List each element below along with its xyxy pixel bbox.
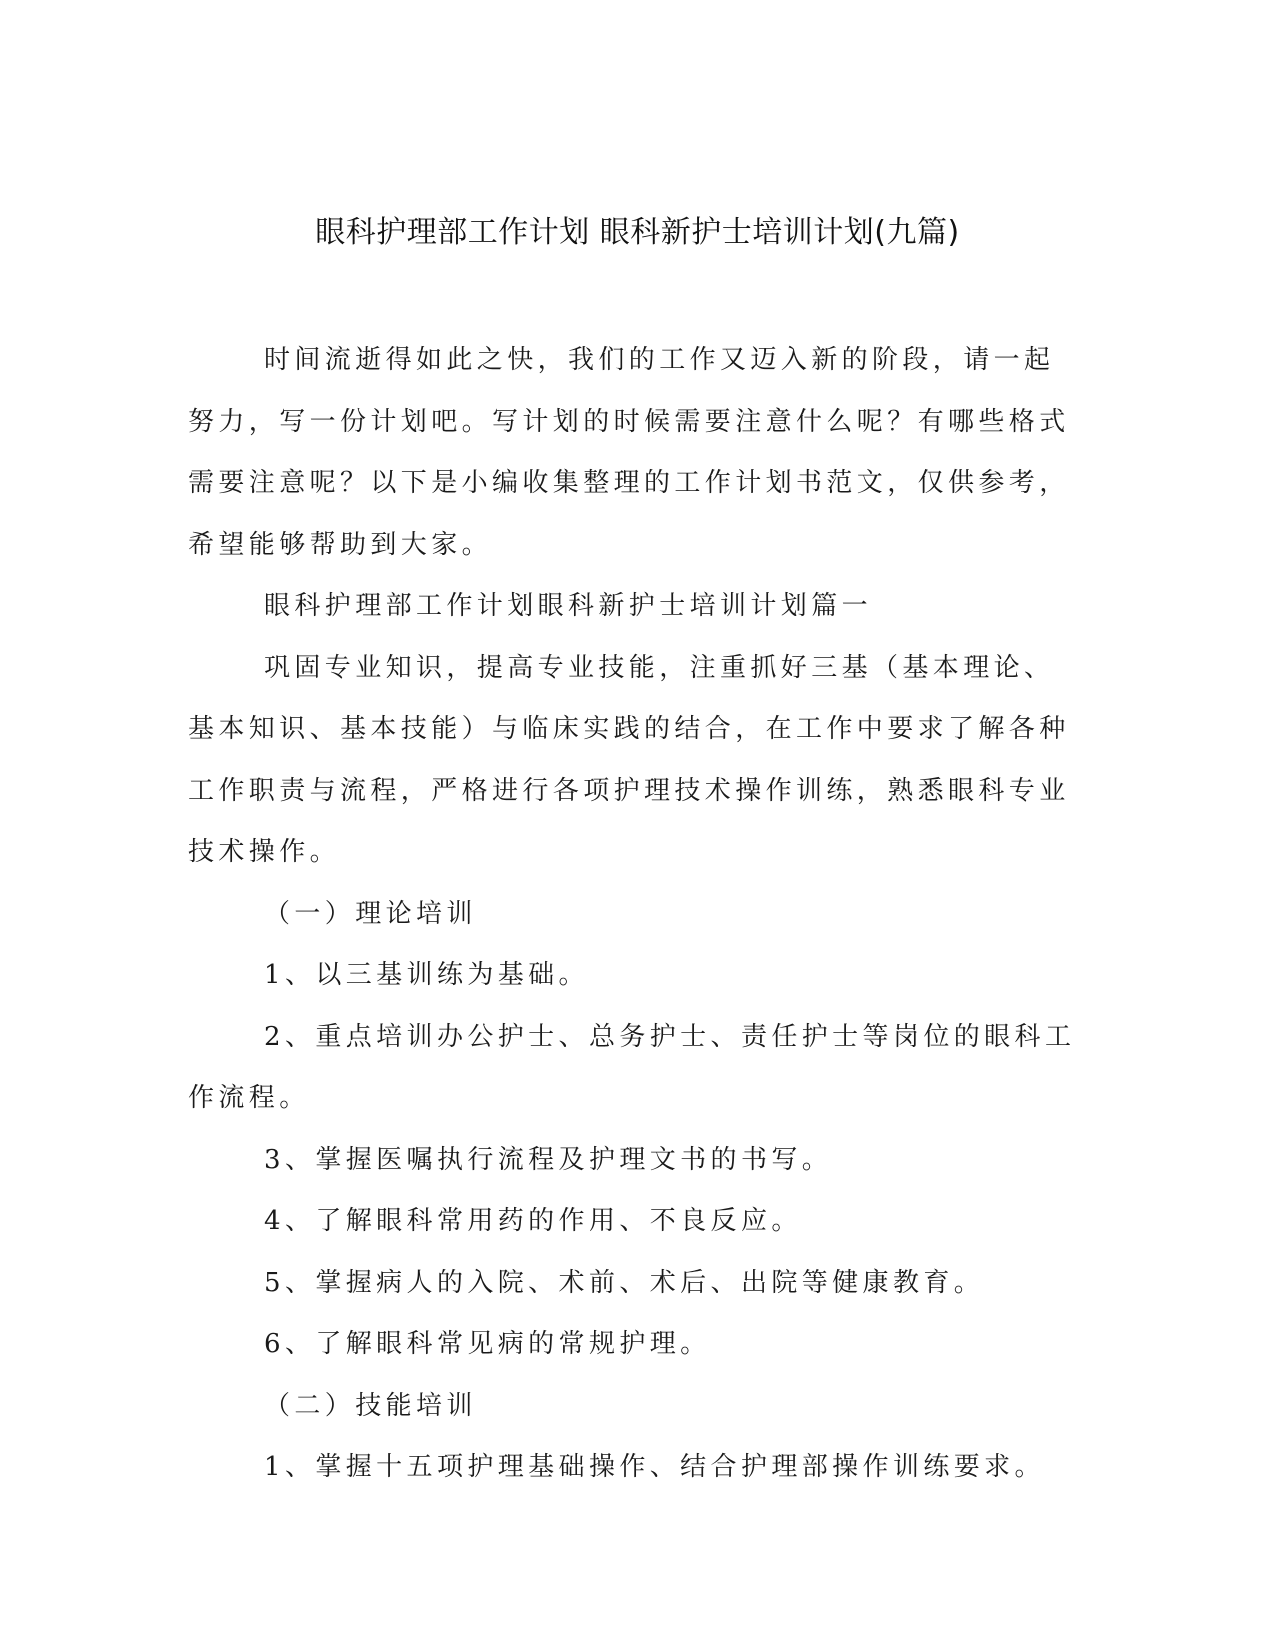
subsection-heading-theory: （一）理论培训 — [264, 898, 477, 929]
section-heading-part-one: 眼科护理部工作计划眼科新护士培训计划篇一 — [264, 591, 873, 621]
intro-paragraph: 时间流逝得如此之快，我们的工作又迈入新的阶段，请一起努力，写一份计划吧。写计划的时候需要注意什么呢？有哪些格式需要注意呢？以下是小编收集整理的工作计划书范文，仅供参考，希望能够帮助到大家。 — [188, 345, 1070, 560]
list-item: 5、掌握病人的入院、术前、术后、出院等健康教育。 — [264, 1267, 985, 1298]
list-item: 4、了解眼科常用药的作用、不良反应。 — [264, 1206, 802, 1236]
overview-paragraph: 巩固专业知识，提高专业技能，注重抓好三基（基本理论、基本知识、基本技能）与临床实践的结合，在工作中要求了解各种工作职责与流程，严格进行各项护理技术操作训练，熟悉眼科专业技术操作。 — [188, 652, 1070, 867]
subsection-heading-skills: （二）技能培训 — [264, 1390, 477, 1421]
document-body — [188, 330, 1078, 1499]
list-item: 1、掌握十五项护理基础操作、结合护理部操作训练要求。 — [264, 1452, 1045, 1482]
document-title: 眼科护理部工作计划 眼科新护士培训计划(九篇) — [315, 215, 960, 250]
list-item: 1、以三基训练为基础。 — [264, 960, 589, 990]
list-item: 2、重点培训办公护士、总务护士、责任护士等岗位的眼科工作流程。 — [188, 1021, 1076, 1113]
list-item: 6、了解眼科常见病的常规护理。 — [264, 1329, 711, 1359]
list-item: 3、掌握医嘱执行流程及护理文书的书写。 — [264, 1144, 833, 1175]
